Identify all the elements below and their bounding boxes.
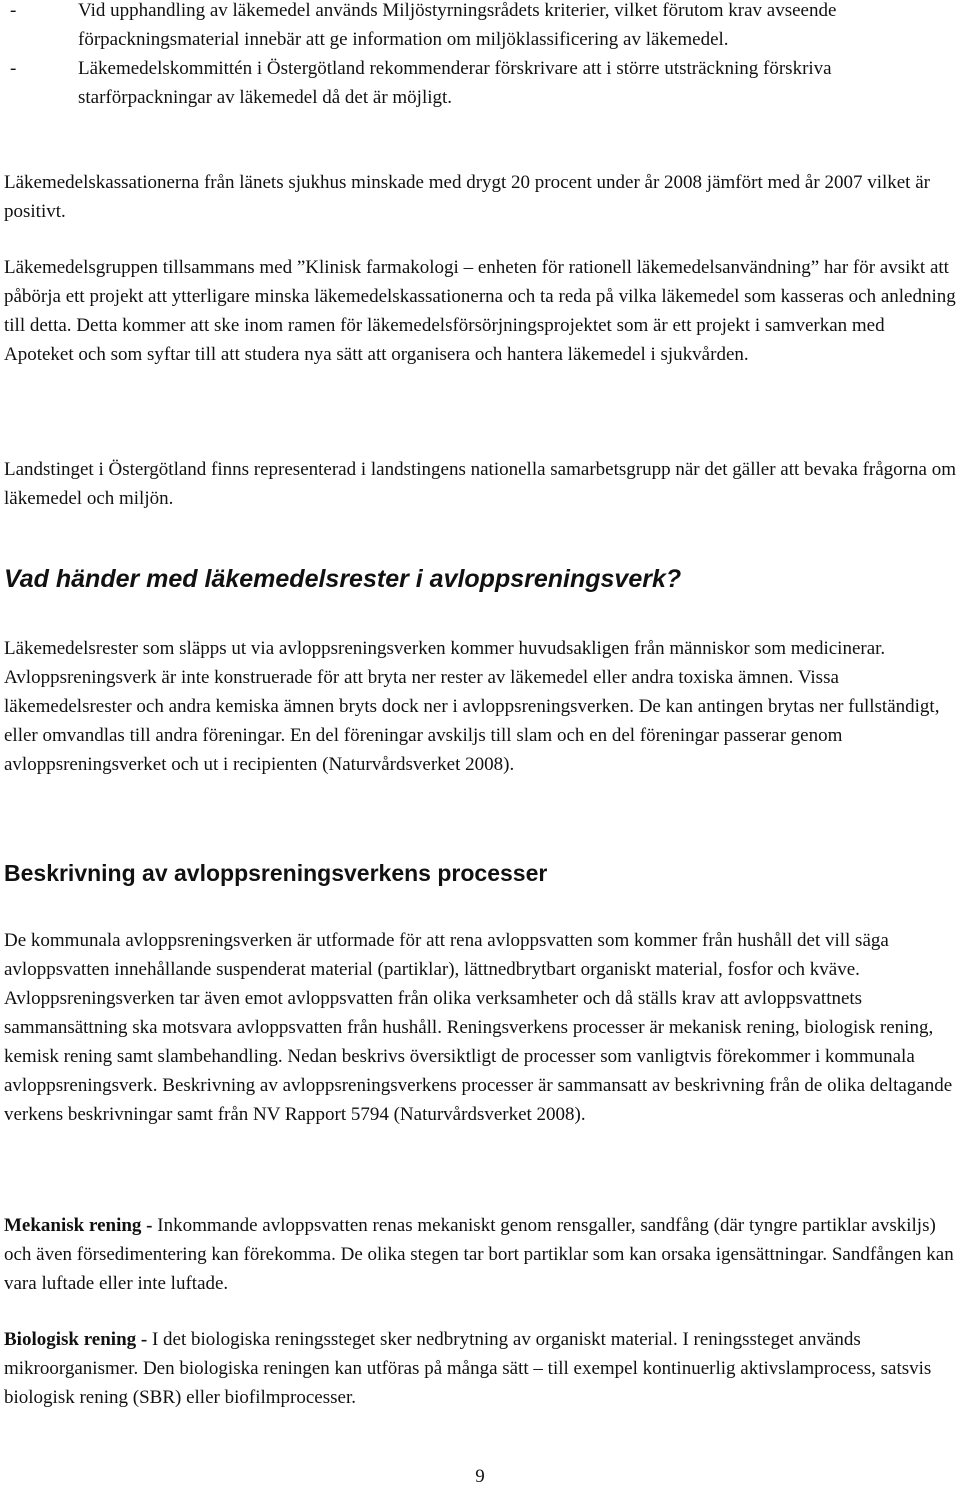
paragraph-block <box>4 253 956 369</box>
paragraph-landstinget: Landstinget i Östergötland finns representerad i landstingens nationella samarbetsgrupp när det gäller att bevaka frågorna om läkemedel och miljön. <box>4 459 956 509</box>
page-number: 9 <box>475 1466 485 1487</box>
paragraph-block <box>4 1325 956 1412</box>
bullet-text: Vid upphandling av läkemedel används Miljöstyrningsrådets kriterier, vilket förutom krav avseende förpackningsmaterial innebär att ge information om miljöklassificering av läkemedel. <box>78 0 837 50</box>
section-heading-lakemedelsrester: Vad händer med läkemedelsrester i avloppsreningsverk? <box>4 565 682 593</box>
paragraph-block <box>4 634 956 779</box>
section-heading-processer: Beskrivning av avloppsreningsverkens processer <box>4 860 548 886</box>
paragraph-block <box>4 926 956 1129</box>
paragraph-block <box>4 168 956 226</box>
bullet-item <box>4 54 956 112</box>
bullet-marker: - <box>10 0 17 21</box>
paragraph-biologisk-rening <box>4 1325 956 1412</box>
biologisk-rening-text: I det biologiska reningssteget sker nedbrytning av organiskt material. I reningssteget används mikroorganismer. Den biologiska reningen kan utföras på många sätt – till exempel kontinuerlig aktivslamprocess, satsvis biologisk rening (SBR) eller biofilmprocesser. <box>4 1329 932 1408</box>
paragraph-lakemedelsrester: Läkemedelsrester som släpps ut via avloppsreningsverken kommer huvudsakligen från människor som medicinerar. Avloppsreningsverk är inte konstruerade för att bryta ner rester av läkemedel eller andra toxiska ämnen. Vissa läkemedelsrester och andra kemiska ämnen bryts dock ner i avloppsreningsverken. De kan antingen brytas ner fullständigt, eller omvandlas till andra föreningar. En del föreningar avskiljs till slam och en del föreningar passerar genom avloppsreningsverket och ut i recipienten (Naturvårdsverket 2008). <box>4 638 940 775</box>
paragraph-lakemedelsgruppen: Läkemedelsgruppen tillsammans med ”Klinisk farmakologi – enheten för rationell läkemedelsanvändning” har för avsikt att påbörja ett projekt att ytterligare minska läkemedelskassationerna och ta reda på vilka läkemedel som kasseras och anledning till detta. Detta kommer att ske inom ramen för läkemedelsförsörjningsprojektet som är ett projekt i samverkan med Apoteket och som syftar till att studera nya sätt att organisera och hantera läkemedel i sjukvården. <box>4 257 956 365</box>
section-heading-block <box>4 858 956 888</box>
paragraph-kassationer: Läkemedelskassationerna från länets sjukhus minskade med drygt 20 procent under år 2008 jämfört med år 2007 vilket är positivt. <box>4 172 930 222</box>
paragraph-block <box>4 455 956 513</box>
section-heading-block <box>4 563 956 595</box>
bullet-list <box>4 0 956 112</box>
paragraph-block <box>4 1211 956 1298</box>
biologisk-rening-label: Biologisk rening - <box>4 1329 148 1350</box>
bullet-text: Läkemedelskommittén i Östergötland rekommenderar förskrivare att i större utsträckning förskriva starförpackningar av läkemedel då det är möjligt. <box>78 58 832 108</box>
mekanisk-rening-text: Inkommande avloppsvatten renas mekaniskt genom rensgaller, sandfång (där tyngre partiklar avskiljs) och även försedimentering kan förekomma. De olika stegen tar bort partiklar som kan orsaka igensättningar. Sandfången kan vara luftade eller inte luftade. <box>4 1215 954 1294</box>
paragraph-mekanisk-rening <box>4 1211 956 1298</box>
mekanisk-rening-label: Mekanisk rening - <box>4 1215 153 1236</box>
bullet-item <box>4 0 956 54</box>
paragraph-processer: De kommunala avloppsreningsverken är utformade för att rena avloppsvatten som kommer från hushåll det vill säga avloppsvatten innehållande suspenderat material (partiklar), lättnedbrytbart organiskt material, fosfor och kväve. Avloppsreningsverken tar även emot avloppsvatten från olika verksamheter och då ställs krav att avloppsvattnets sammansättning ska motsvara avloppsvatten från hushåll. Reningsverkens processer är mekanisk rening, biologisk rening, kemisk rening samt slambehandling. Nedan beskrivs översiktligt de processer som vanligtvis förekommer i kommunala avloppsreningsverk. Beskrivning av avloppsreningsverkens processer är sammansatt av beskrivning från de olika deltagande verkens beskrivningar samt från NV Rapport 5794 (Naturvårdsverket 2008). <box>4 930 953 1125</box>
bullet-marker: - <box>10 58 17 79</box>
